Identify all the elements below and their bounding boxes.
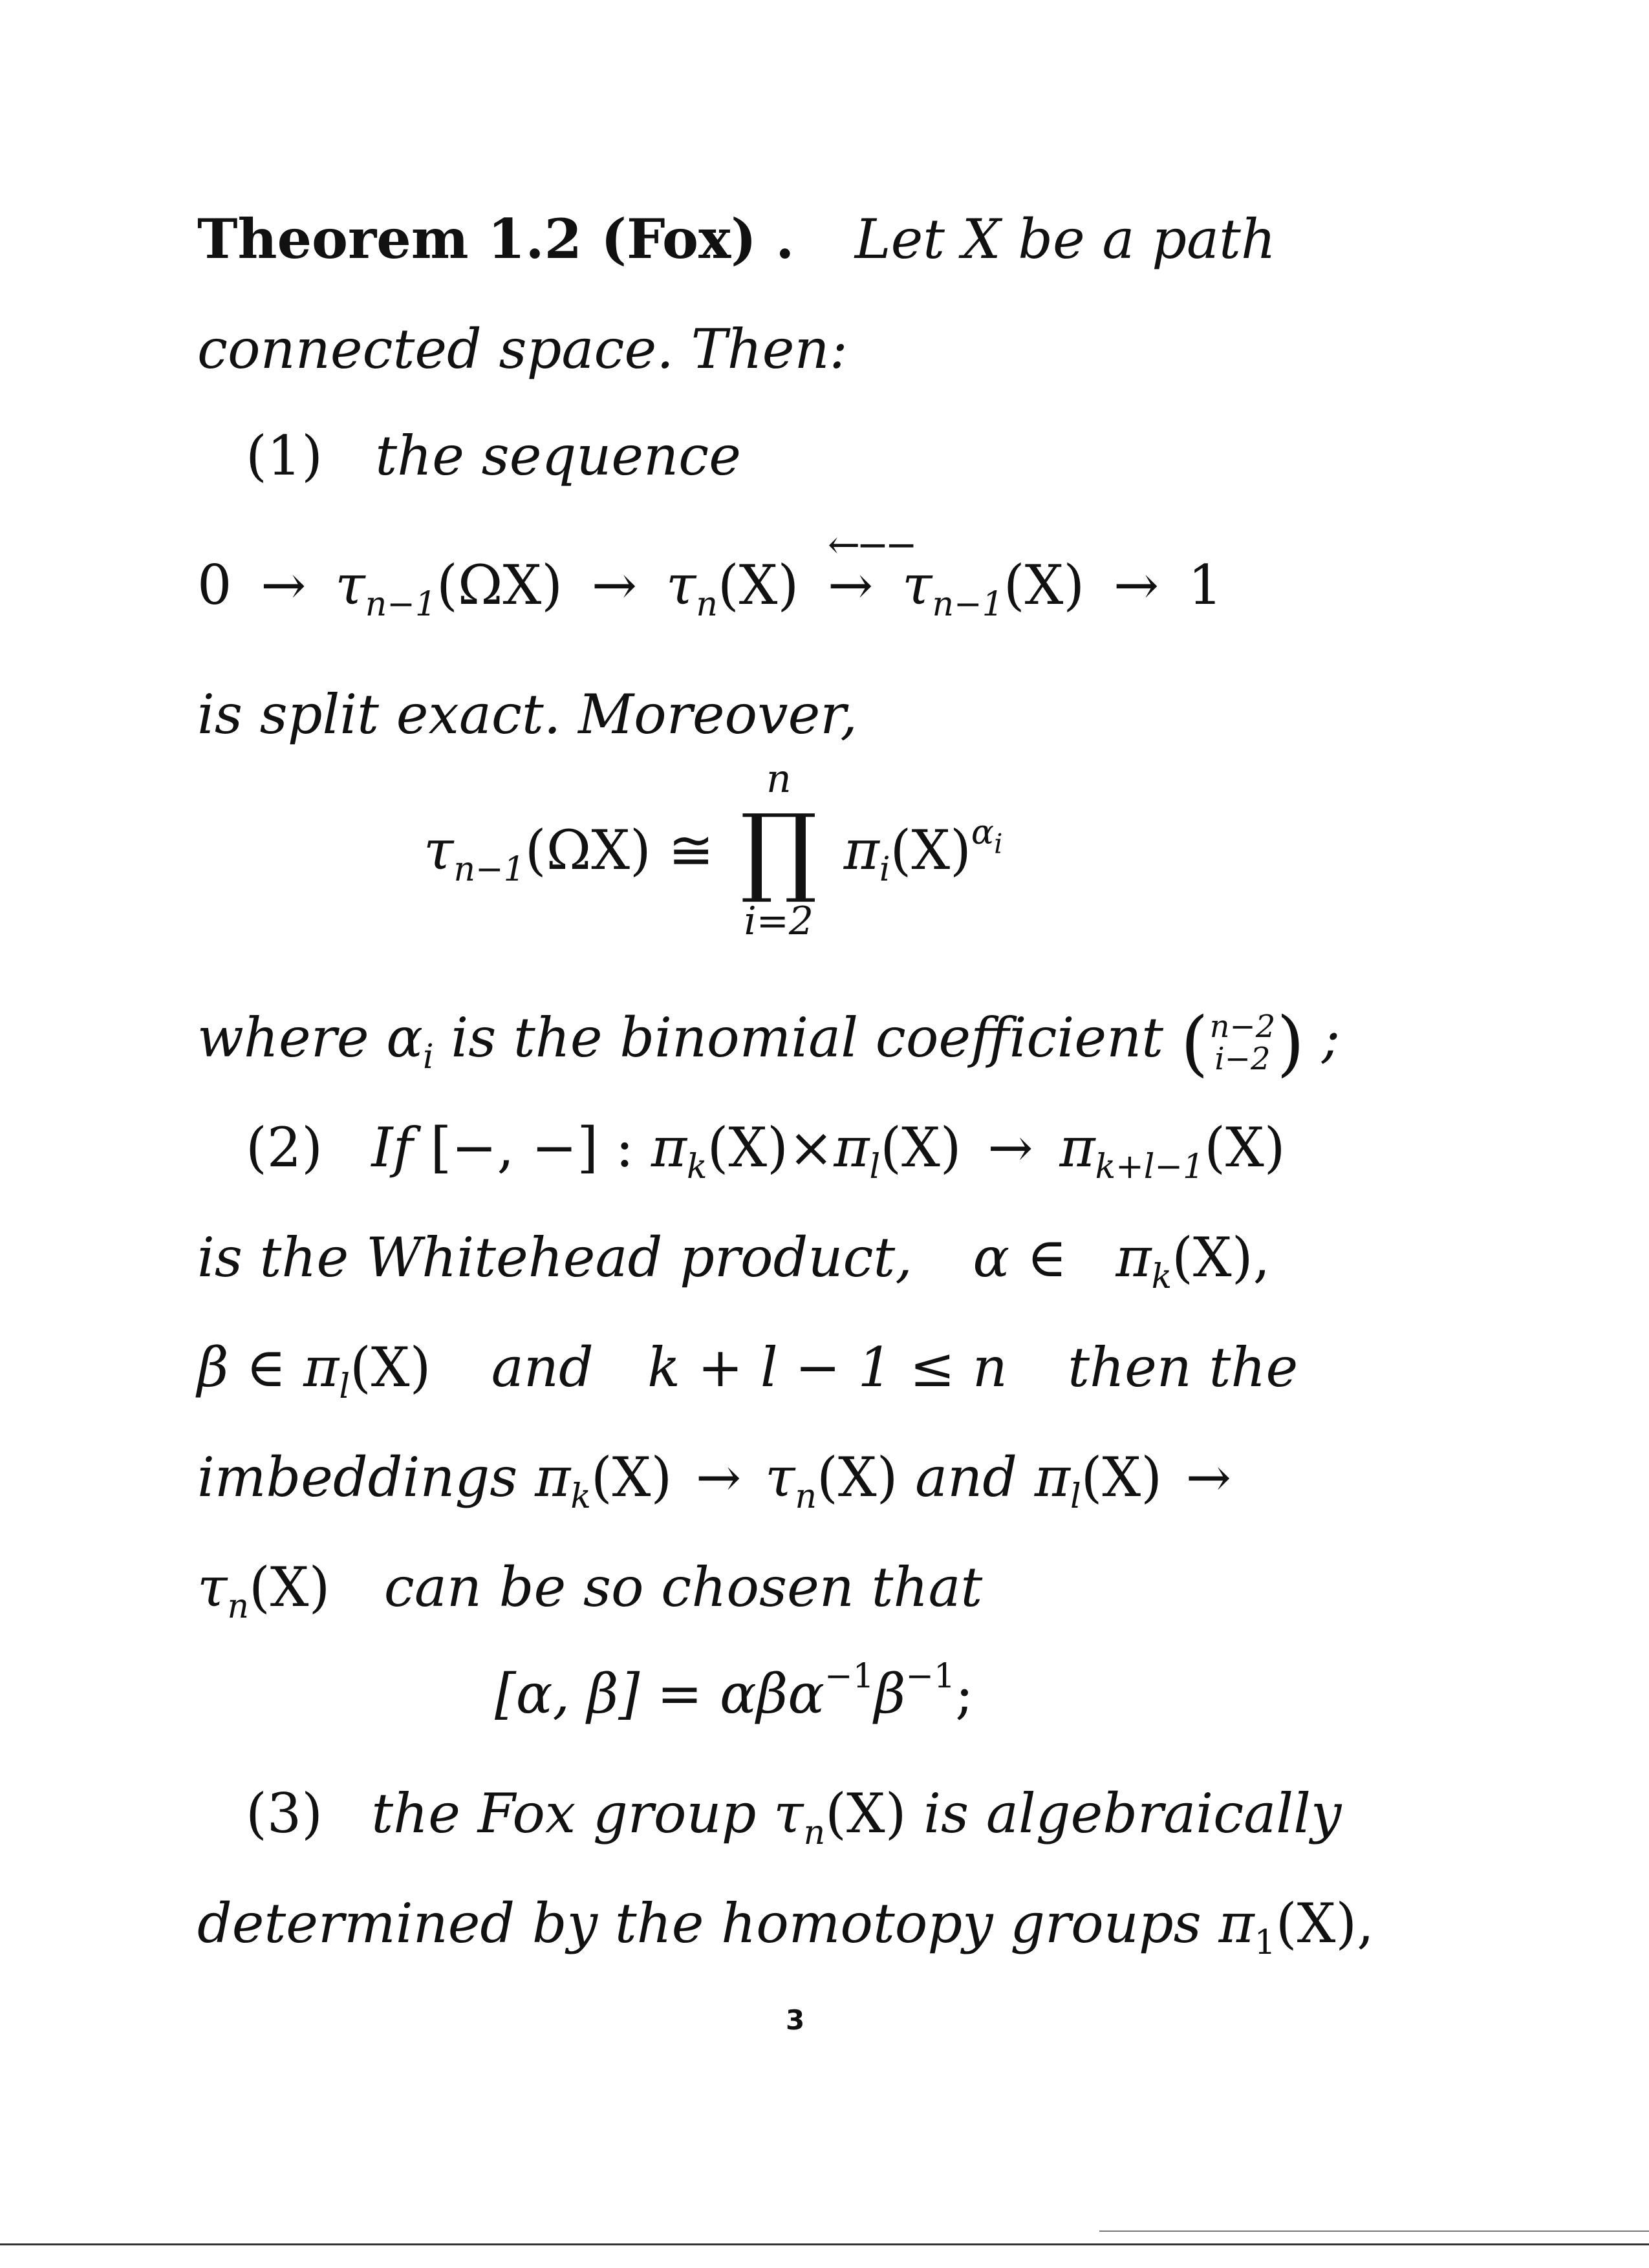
iso-tau: τ — [424, 818, 454, 882]
seq-zero: 0 — [197, 553, 232, 617]
page-number: 3 — [786, 2004, 805, 2036]
pi-k-3: π — [535, 1446, 571, 1509]
product-formula — [424, 756, 1002, 996]
commutator-beta: β — [874, 1662, 906, 1726]
pi-k-2-x: (X), — [1172, 1226, 1271, 1289]
prod-lower-limit: i=2 — [744, 899, 814, 944]
tau-n-3-sub: n — [803, 1813, 826, 1853]
pi-l-1: π — [834, 1116, 870, 1179]
theorem-heading: Theorem 1.2 (Fox) . — [197, 207, 795, 271]
tau-n-1: τ — [765, 1446, 795, 1509]
pi-1-sub: 1 — [1254, 1923, 1276, 1963]
iso-pi-sub: i — [879, 850, 890, 890]
part1-text: the sequence — [375, 424, 741, 487]
tau-n-3: τ — [773, 1782, 804, 1845]
theorem-heading-line — [197, 207, 1276, 272]
theorem-intro-2: connected space. Then: — [197, 317, 848, 381]
binomial-coefficient: ( n−2 i−2 ) — [1180, 1001, 1305, 1084]
pi-k-1: π — [651, 1116, 687, 1179]
tau-n-2: τ — [197, 1556, 228, 1619]
pi-l-2: π — [303, 1336, 339, 1399]
split-arrow — [827, 522, 914, 617]
part2-arrow-2: → — [695, 1446, 742, 1509]
and-text-2: and — [915, 1446, 1018, 1509]
part2-line-1 — [246, 1115, 1286, 1187]
part3-label: (3) — [246, 1782, 323, 1845]
times-symbol: × — [788, 1116, 834, 1179]
pi-l-3-sub: l — [1070, 1477, 1081, 1517]
part1-heading-line — [246, 423, 741, 488]
iso-lhs: (ΩX) ≅ — [524, 818, 714, 882]
chosen-text: can be so chosen that — [383, 1556, 983, 1619]
pi-k-3-x: (X) — [590, 1446, 673, 1509]
alpha-in: α ∈ — [973, 1226, 1067, 1289]
part2-line-2 — [197, 1225, 1271, 1297]
split-forward-arrow: → — [827, 553, 874, 617]
pi-l-1-x: (X) — [880, 1116, 962, 1179]
binomial-text: is the binomial coefficient — [451, 1006, 1163, 1069]
seq-tau-3: τ — [902, 553, 932, 617]
seq-omega-x: (ΩX) — [436, 553, 563, 617]
part2-if: If — [371, 1116, 413, 1179]
homotopy-groups-text: determined by the homotopy groups — [197, 1892, 1202, 1955]
part2-line-4 — [197, 1445, 1232, 1517]
whitehead-product-text: is the Whitehead product, — [197, 1226, 912, 1289]
tau-n-1-sub: n — [795, 1477, 817, 1517]
imbeddings-text: imbeddings — [197, 1446, 518, 1509]
theorem-intro-line-2 — [197, 317, 848, 381]
iso-x: (X) — [890, 818, 971, 882]
where-text: where — [197, 1006, 369, 1069]
seq-arrow-1: → — [261, 553, 307, 617]
iso-sub: n−1 — [453, 850, 525, 890]
pi-k-2-sub: k — [1151, 1257, 1172, 1297]
tau-n-2-x: (X) — [249, 1556, 330, 1619]
binomial-line — [197, 1001, 1341, 1089]
alpha-i-sub: i — [423, 1038, 434, 1077]
algebraically-text: is algebraically — [923, 1782, 1342, 1845]
seq-sub-2: n — [696, 585, 718, 625]
part2-arrow-3: → — [1185, 1446, 1232, 1509]
pi-target-x: (X) — [1204, 1116, 1286, 1179]
seq-tau-2: τ — [665, 553, 696, 617]
then-text: then the — [1068, 1336, 1299, 1399]
tau-n-3-x: (X) — [825, 1782, 907, 1845]
pi-l-2-sub: l — [339, 1367, 350, 1407]
pi-l-1-sub: l — [869, 1148, 881, 1187]
seq-one: 1 — [1187, 553, 1223, 617]
pi-k-3-sub: k — [570, 1477, 591, 1517]
tau-n-2-sub: n — [227, 1587, 250, 1627]
part2-label: (2) — [246, 1116, 323, 1179]
theorem-intro-1: Let X be a path — [854, 208, 1276, 271]
pi-l-3: π — [1034, 1446, 1070, 1509]
pi-l-2-x: (X) — [350, 1336, 431, 1399]
seq-arrow-3: → — [1113, 553, 1159, 617]
part2-line-3 — [197, 1335, 1299, 1407]
iso-pi: π — [843, 818, 879, 882]
binomial-end: ; — [1321, 1006, 1341, 1069]
split-exact-text: is split exact. Moreover, — [197, 683, 857, 746]
alpha-inverse: −1 — [824, 1656, 874, 1696]
pi-l-3-x: (X) — [1081, 1446, 1162, 1509]
and-text-1: and — [491, 1336, 594, 1399]
whitehead-bracket: [−, −] : — [430, 1116, 634, 1179]
commutator-formula — [495, 1656, 974, 1726]
commutator-end: ; — [955, 1662, 974, 1726]
exact-sequence — [197, 522, 1223, 625]
pi-target: π — [1059, 1116, 1095, 1179]
iso-exp-sub: i — [994, 828, 1003, 860]
part1-label: (1) — [246, 424, 323, 487]
beta-in: β ∈ — [197, 1336, 286, 1399]
split-exact-line — [197, 682, 857, 747]
seq-x-1: (X) — [717, 553, 799, 617]
prod-upper-limit: n — [766, 756, 792, 802]
commutator-lhs: [α, β] = αβα — [495, 1662, 825, 1726]
part2-arrow-1: → — [987, 1116, 1033, 1179]
part3-line-1 — [246, 1781, 1342, 1853]
seq-sub-1: n−1 — [365, 585, 437, 625]
pi-k-1-x: (X) — [707, 1116, 788, 1179]
product-operator — [740, 756, 817, 944]
split-back-arrow: ←−− — [827, 522, 914, 568]
pi-1: π — [1218, 1892, 1255, 1955]
binom-top: n−2 — [1209, 1009, 1276, 1045]
part2-line-5 — [197, 1555, 983, 1627]
dimension-condition: k + l − 1 ≤ n — [647, 1336, 1008, 1399]
alpha-i: α — [386, 1006, 424, 1069]
prod-symbol: ∏ — [740, 794, 817, 906]
pi-k-1-sub: k — [687, 1148, 707, 1187]
iso-exp: α — [971, 813, 995, 852]
seq-sub-3: n−1 — [932, 585, 1004, 625]
seq-x-2: (X) — [1003, 553, 1085, 617]
scan-edge-line-2 — [1099, 2231, 1649, 2232]
binom-bottom: i−2 — [1214, 1041, 1271, 1077]
pi-target-sub: k+l−1 — [1095, 1148, 1205, 1187]
scan-edge-line — [0, 2243, 1649, 2245]
seq-tau-1: τ — [335, 553, 365, 617]
beta-inverse: −1 — [905, 1656, 956, 1696]
fox-group-text: the Fox group — [371, 1782, 757, 1845]
part3-line-2 — [197, 1891, 1374, 1963]
pi-k-2: π — [1116, 1226, 1152, 1289]
seq-arrow-2: → — [591, 553, 638, 617]
tau-n-1-x: (X) — [817, 1446, 898, 1509]
pi-1-x: (X), — [1275, 1892, 1374, 1955]
